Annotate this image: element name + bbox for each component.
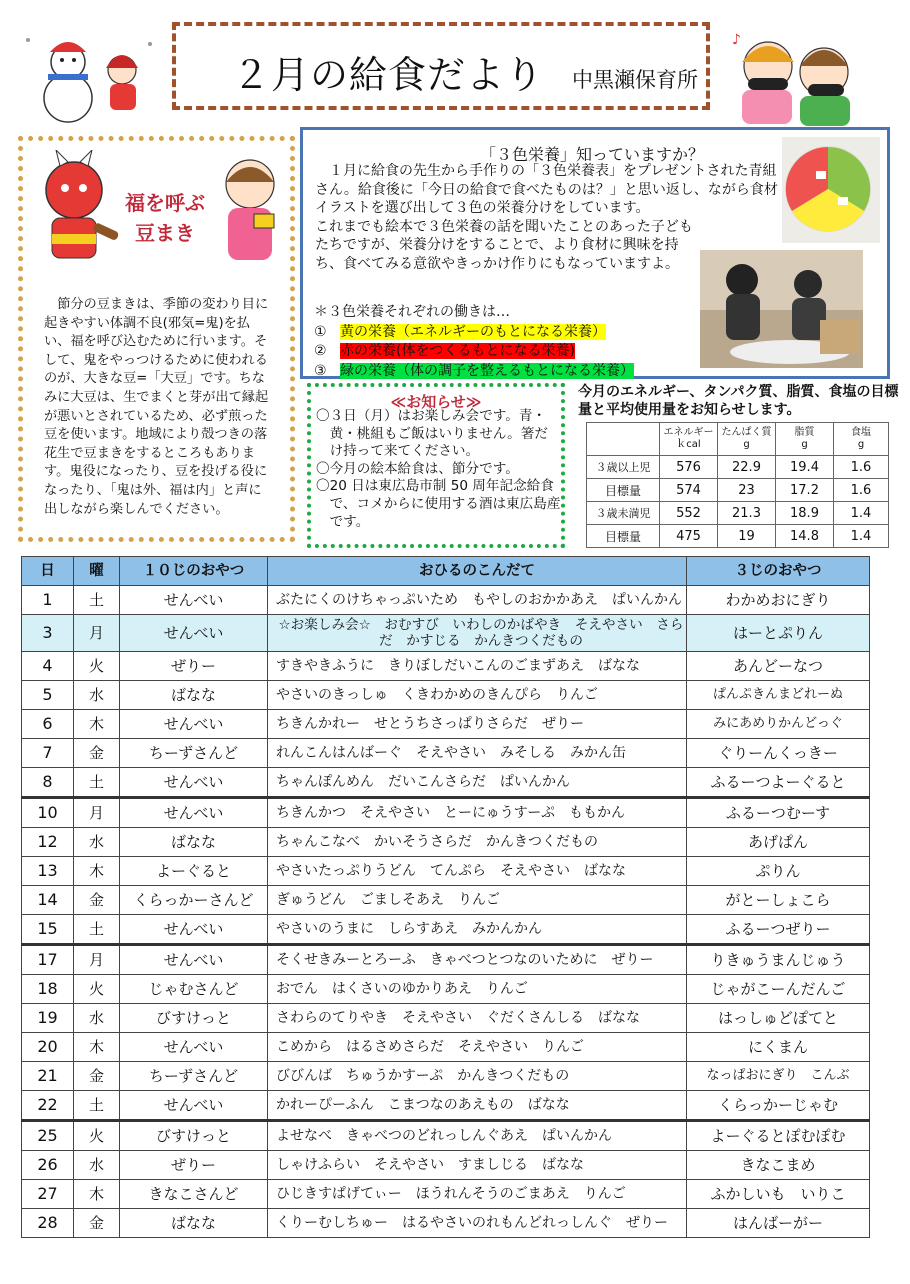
setsubun-heading-line1: 福を呼ぶ [125,191,205,215]
menu-dow-cell: 木 [74,1033,120,1062]
target-header-energy: エネルギー ｋcal [660,423,718,456]
menu-am-snack-cell: ばなな [120,828,268,857]
menu-lunch-cell: しゃけふらい そえやさい すましじる ばなな [268,1151,687,1180]
menu-day-cell: 7 [22,739,74,768]
target-header-protein: たんぱく質 g [718,423,776,456]
menu-day-cell: 25 [22,1121,74,1151]
menu-row [22,1151,870,1180]
menu-lunch-cell: ちゃんぽんめん だいこんさらだ ぱいんかん [268,768,687,798]
menu-am-snack-cell: びすけっと [120,1004,268,1033]
menu-dow-cell: 金 [74,1209,120,1238]
menu-am-snack-cell: びすけっと [120,1121,268,1151]
menu-header-dow: 曜 [74,557,120,586]
menu-pm-snack-cell: がとーしょこら [687,886,870,915]
menu-am-snack-cell: ぜりー [120,652,268,681]
menu-day-cell: 19 [22,1004,74,1033]
target-row: ３歳未満児 552 21.3 18.9 1.4 [587,502,889,525]
menu-day-cell: 5 [22,681,74,710]
target-header-row [587,423,889,456]
menu-am-snack-cell: せんべい [120,586,268,615]
menu-day-cell: 28 [22,1209,74,1238]
menu-am-snack-cell: せんべい [120,915,268,945]
snowman-illustration [20,30,160,125]
menu-row [22,681,870,710]
menu-lunch-cell: ひじきすぱげてぃー ほうれんそうのごまあえ りんご [268,1180,687,1209]
menu-day-cell: 26 [22,1151,74,1180]
menu-dow-cell: 金 [74,886,120,915]
menu-lunch-cell: かれーぴーふん こまつなのあえもの ばなな [268,1091,687,1121]
menu-dow-cell: 土 [74,915,120,945]
menu-day-cell: 12 [22,828,74,857]
menu-day-cell: 17 [22,945,74,975]
menu-dow-cell: 土 [74,586,120,615]
menu-dow-cell: 水 [74,828,120,857]
menu-lunch-cell: やさいたっぷりうどん てんぷら そえやさい ばなな [268,857,687,886]
notice-item: 〇今月の絵本給食は、節分です。 [316,460,519,477]
menu-lunch-cell: ぶたにくのけちゃっぷいため もやしのおかかあえ ぱいんかん [268,586,687,615]
menu-header-lunch: おひるのこんだて [268,557,687,586]
menu-pm-snack-cell: はっしゅどぽてと [687,1004,870,1033]
menu-pm-snack-cell: ふるーつぜりー [687,915,870,945]
target-row: ３歳以上児 576 22.9 19.4 1.6 [587,456,889,479]
menu-dow-cell: 金 [74,1062,120,1091]
menu-pm-snack-cell: はんばーがー [687,1209,870,1238]
menu-dow-cell: 土 [74,768,120,798]
menu-row [22,1121,870,1151]
menu-row [22,739,870,768]
menu-row [22,975,870,1004]
menu-pm-snack-cell: ふかしいも いりこ [687,1180,870,1209]
menu-dow-cell: 木 [74,857,120,886]
nutrition-chart-photo [782,137,880,243]
svg-text:♪: ♪ [732,32,741,48]
menu-dow-cell: 火 [74,652,120,681]
menu-row [22,1033,870,1062]
menu-am-snack-cell: せんべい [120,1033,268,1062]
menu-pm-snack-cell: なっぱおにぎり こんぶ [687,1062,870,1091]
menu-am-snack-cell: せんべい [120,798,268,828]
menu-row [22,915,870,945]
menu-dow-cell: 月 [74,945,120,975]
roles-intro: ＊３色栄養それぞれの働きは… [314,304,510,320]
target-header-salt: 食塩 g [834,423,889,456]
menu-body [22,586,870,1238]
girl-setsubun-illustration [214,148,286,268]
target-heading: 今月のエネルギー、タンパク質、脂質、食塩の目標量と平均使用量をお知らせします。 [578,384,899,418]
menu-row [22,1091,870,1121]
nutrition-roles [314,303,634,381]
menu-am-snack-cell: じゃむさんど [120,975,268,1004]
menu-day-cell: 13 [22,857,74,886]
target-header-fat: 脂質 g [776,423,834,456]
menu-row [22,586,870,615]
menu-day-cell: 27 [22,1180,74,1209]
menu-dow-cell: 土 [74,1091,120,1121]
menu-pm-snack-cell: じゃがこーんだんご [687,975,870,1004]
menu-am-snack-cell: せんべい [120,710,268,739]
menu-dow-cell: 水 [74,681,120,710]
children-sorting-photo [700,250,863,368]
menu-am-snack-cell: せんべい [120,768,268,798]
menu-row [22,768,870,798]
menu-day-cell: 1 [22,586,74,615]
nutrition-heading: 「３色栄養」知っていますか？ [480,145,705,164]
notice-list [316,408,561,531]
setsubun-heading [120,188,210,248]
menu-lunch-cell: やさいのきっしゅ くきわかめのきんぴら りんご [268,681,687,710]
menu-lunch-cell: れんこんはんばーぐ そえやさい みそしる みかん缶 [268,739,687,768]
menu-pm-snack-cell: よーぐるとぽむぽむ [687,1121,870,1151]
menu-table [21,556,870,1238]
menu-dow-cell: 月 [74,615,120,652]
menu-pm-snack-cell: あげぱん [687,828,870,857]
menu-dow-cell: 木 [74,1180,120,1209]
menu-row [22,828,870,857]
menu-am-snack-cell: よーぐると [120,857,268,886]
menu-day-cell: 4 [22,652,74,681]
menu-am-snack-cell: くらっかーさんど [120,886,268,915]
menu-am-snack-cell: せんべい [120,945,268,975]
menu-pm-snack-cell: ぐりーんくっきー [687,739,870,768]
menu-day-cell: 8 [22,768,74,798]
menu-row [22,615,870,652]
menu-lunch-cell: やさいのうまに しらすあえ みかんかん [268,915,687,945]
menu-row [22,945,870,975]
menu-dow-cell: 水 [74,1151,120,1180]
menu-lunch-cell: そくせきみーとろーふ きゃべつとつなのいために ぜりー [268,945,687,975]
menu-header-am-snack: １０じのおやつ [120,557,268,586]
target-row: 目標量 574 23 17.2 1.6 [587,479,889,502]
role-red: ② 赤の栄養(体をつくるもとになる栄養) [314,343,575,359]
menu-pm-snack-cell: くらっかーじゃむ [687,1091,870,1121]
children-ehomaki-illustration [728,26,858,126]
menu-pm-snack-cell: きなこまめ [687,1151,870,1180]
menu-dow-cell: 金 [74,739,120,768]
menu-dow-cell: 火 [74,975,120,1004]
menu-am-snack-cell: ちーずさんど [120,1062,268,1091]
nutrition-paragraph-1: １月に給食の先生から手作りの「３色栄養表」をプレゼントされた青組さん。給食後に「今日の給食で食べたものは？」と思い返し、ながら食材イラストを選び出して３色の栄養分けをしています。 [315,163,778,216]
target-table [586,422,889,548]
menu-dow-cell: 月 [74,798,120,828]
menu-lunch-cell: ちきんかつ そえやさい とーにゅうすーぷ ももかん [268,798,687,828]
menu-lunch-cell: ちきんかれー せとうちさっぱりさらだ ぜりー [268,710,687,739]
menu-header-day: 日 [22,557,74,586]
target-corner-cell [587,423,660,456]
menu-row [22,886,870,915]
menu-am-snack-cell: ちーずさんど [120,739,268,768]
menu-dow-cell: 火 [74,1121,120,1151]
role-green: ③ 緑の栄養（体の調子を整えるもとになる栄養） [314,362,634,379]
menu-day-cell: 22 [22,1091,74,1121]
menu-am-snack-cell: ばなな [120,681,268,710]
menu-lunch-cell: おでん はくさいのゆかりあえ りんご [268,975,687,1004]
menu-pm-snack-cell: りきゅうまんじゅう [687,945,870,975]
menu-row [22,1209,870,1238]
menu-day-cell: 15 [22,915,74,945]
role-yellow: ① 黄の栄養（エネルギーのもとになる栄養） [314,323,606,340]
menu-row [22,1180,870,1209]
menu-lunch-cell: びびんば ちゅうかすーぷ かんきつくだもの [268,1062,687,1091]
menu-day-cell: 6 [22,710,74,739]
menu-day-cell: 18 [22,975,74,1004]
menu-row [22,1062,870,1091]
menu-row [22,652,870,681]
menu-day-cell: 3 [22,615,74,652]
menu-pm-snack-cell: ふるーつよーぐると [687,768,870,798]
menu-am-snack-cell: ぜりー [120,1151,268,1180]
setsubun-text: 節分の豆まきは、季節の変わり目に起きやすい体調不良(邪気=鬼)を払い、福を呼び込むために行います。そして、鬼をやっつけるために使われるのが、大きな豆=「大豆」です。ちなみに大豆は、生でまくと芽が出て縁起が悪いとされているため、必ず煎った豆を使います。地域により殻つきの落花生で豆まきをするところもあります。鬼役になったり、豆を投げる役になったり、「鬼は外、福は内」と声に出しながら楽しんでください。 [44,297,269,517]
menu-lunch-cell: ☆お楽しみ会☆ おむすび いわしのかばやき そえやさい さらだ かすじる かんきつくだもの [268,615,687,652]
menu-day-cell: 10 [22,798,74,828]
menu-lunch-cell: くりーむしちゅー はるやさいのれもんどれっしんぐ ぜりー [268,1209,687,1238]
menu-am-snack-cell: きなこさんど [120,1180,268,1209]
menu-pm-snack-cell: ぷりん [687,857,870,886]
menu-pm-snack-cell: にくまん [687,1033,870,1062]
nutrition-paragraph-2: これまでも絵本で３色栄養の話を聞いたことのあった子どもたちですが、栄養分けをすることで、より食材に興味を持ち、食べてみる意欲やきっかけ作りにもなっていますよ。 [315,218,693,272]
menu-pm-snack-cell: はーとぷりん [687,615,870,652]
menu-row [22,710,870,739]
menu-day-cell: 20 [22,1033,74,1062]
menu-pm-snack-cell: わかめおにぎり [687,586,870,615]
menu-am-snack-cell: せんべい [120,1091,268,1121]
menu-pm-snack-cell: ぱんぷきんまどれーぬ [687,681,870,710]
menu-lunch-cell: すきやきふうに きりぼしだいこんのごまずあえ ばなな [268,652,687,681]
notice-item: 〇３日（月）はお楽しみ会です。青・黄・桃組もご飯はいりません。箸だけ持って来てください。 [316,408,548,460]
target-row: 目標量 475 19 14.8 1.4 [587,525,889,548]
menu-lunch-cell: ぎゅうどん ごましそあえ りんご [268,886,687,915]
menu-pm-snack-cell: ふるーつむーす [687,798,870,828]
menu-am-snack-cell: せんべい [120,615,268,652]
menu-dow-cell: 木 [74,710,120,739]
menu-am-snack-cell: ばなな [120,1209,268,1238]
notice-item: 〇20 日は東広島市制 50 周年記念給食で、コメからに使用する酒は東広島産です。 [316,478,561,530]
menu-lunch-cell: さわらのてりやき そえやさい ぐだくさんしる ばなな [268,1004,687,1033]
menu-pm-snack-cell: みにあめりかんどっぐ [687,710,870,739]
notice-heading: ≪お知らせ≫ [390,393,482,411]
menu-row [22,798,870,828]
menu-header-row [22,557,870,586]
page-title: ２月の給食だより [232,53,545,97]
menu-lunch-cell: よせなべ きゃべつのどれっしんぐあえ ぱいんかん [268,1121,687,1151]
setsubun-heading-line2: 豆まき [135,221,195,245]
menu-lunch-cell: こめから はるさめさらだ そえやさい りんご [268,1033,687,1062]
menu-row [22,1004,870,1033]
menu-day-cell: 21 [22,1062,74,1091]
school-name: 中黒瀬保育所 [572,68,698,92]
menu-day-cell: 14 [22,886,74,915]
menu-pm-snack-cell: あんどーなつ [687,652,870,681]
menu-row [22,857,870,886]
menu-dow-cell: 水 [74,1004,120,1033]
menu-header-pm-snack: ３じのおやつ [687,557,870,586]
menu-lunch-cell: ちゃんこなべ かいそうさらだ かんきつくだもの [268,828,687,857]
ogre-illustration [30,150,126,270]
